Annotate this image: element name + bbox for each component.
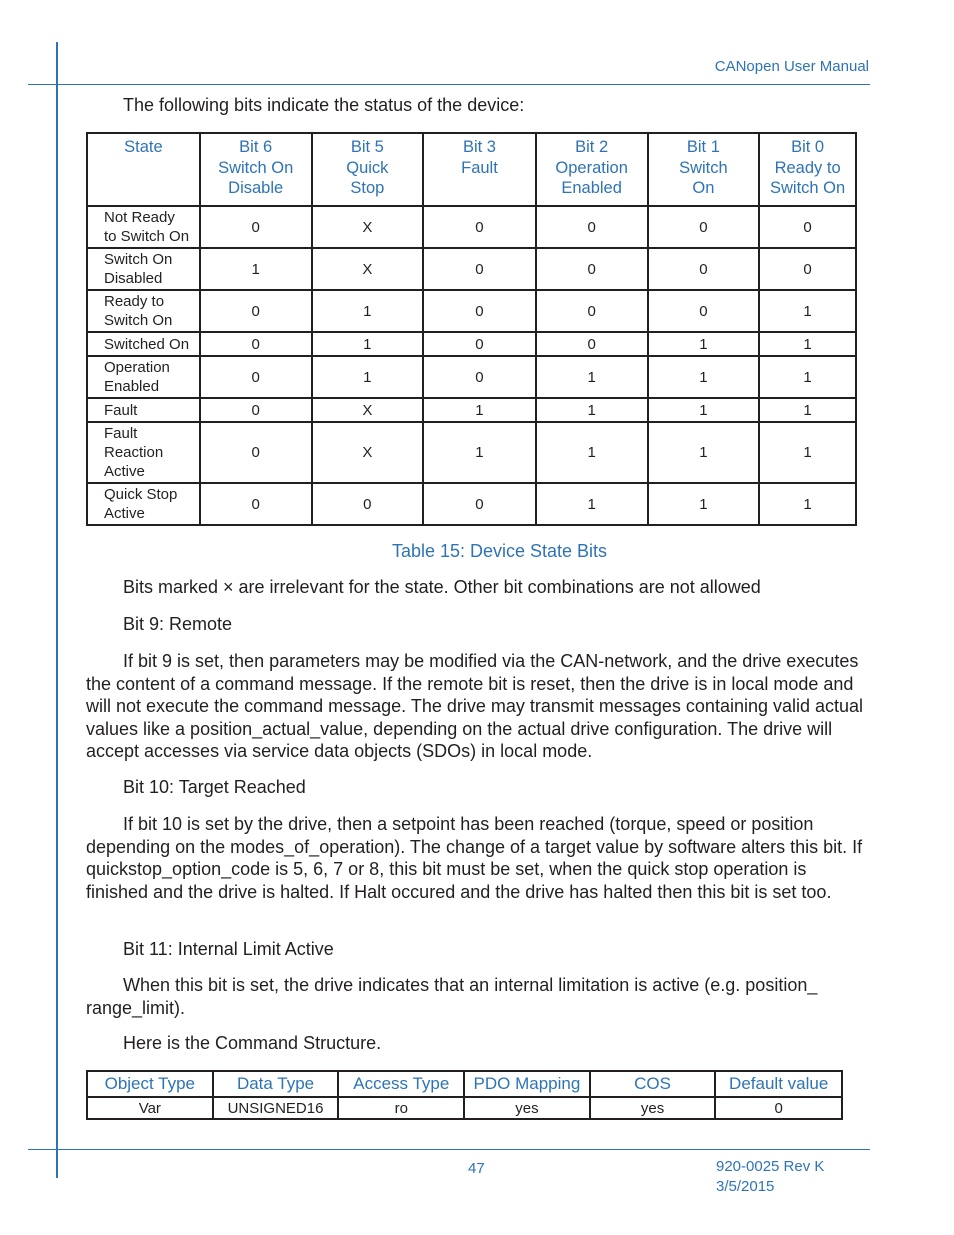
bit-value: X — [312, 248, 424, 290]
irrelevant-bits-note: Bits marked × are irrelevant for the state. Other bit combinations are not allowed — [123, 577, 761, 597]
bit-value: 1 — [423, 422, 536, 483]
bit-value: 1 — [648, 422, 760, 483]
state-name: Fault — [87, 398, 200, 422]
table-row — [87, 483, 856, 525]
bit-value: 0 — [536, 248, 648, 290]
header-bit6: Bit 6 Switch On Disable — [200, 133, 312, 206]
bit-value: 1 — [648, 483, 760, 525]
bit-value: 1 — [536, 356, 648, 398]
state-name: Fault Reaction Active — [87, 422, 200, 483]
bit9-text: If bit 9 is set, then parameters may be modified via the CAN-network, and the drive executes the content of a command message. If the remote bit is reset, then the drive is in local mode and will not execute the command message. The drive may transmit messages containing valid actual values like a position_actual_value, depending on the actual drive configuration. The drive will accept accesses via service data objects (SDOs) in local mode. — [86, 651, 864, 761]
header-object-type: Object Type — [87, 1071, 213, 1097]
object-type-value: Var — [87, 1097, 213, 1119]
bit-value: 0 — [423, 290, 536, 332]
bit-value: 0 — [312, 483, 424, 525]
bit-value: 0 — [423, 356, 536, 398]
table-header-row — [87, 1071, 842, 1097]
document-reference — [716, 1157, 824, 1197]
header-access-type: Access Type — [338, 1071, 464, 1097]
bit-value: 1 — [648, 332, 760, 356]
bit-value: 1 — [536, 398, 648, 422]
page-number: 47 — [468, 1160, 485, 1177]
bit-value: 1 — [759, 356, 856, 398]
bit-value: 0 — [536, 332, 648, 356]
bit-value: X — [312, 398, 424, 422]
cos-value: yes — [590, 1097, 716, 1119]
table-caption: Table 15: Device State Bits — [391, 541, 608, 561]
command-intro: Here is the Command Structure. — [123, 1033, 382, 1053]
bit-value: 1 — [648, 356, 760, 398]
bit-value: 0 — [648, 206, 760, 248]
bit-value: 0 — [648, 248, 760, 290]
access-type-value: ro — [338, 1097, 464, 1119]
header-default-value: Default value — [715, 1071, 842, 1097]
bit10-text: If bit 10 is set by the drive, then a setpoint has been reached (torque, speed or position depending on the modes_of_operation). The change of a target value by software alters this bit. If quickstop_option_code is 5, 6, 7 or 8, this bit must be set, when the quick stop operation is finished and the drive is halted. If Halt occured and the drive has halted then this bit is set too. — [86, 814, 863, 902]
bit-value: 1 — [312, 356, 424, 398]
bit-value: 0 — [759, 206, 856, 248]
bit-value: 0 — [423, 332, 536, 356]
bit11-text: When this bit is set, the drive indicates that an internal limitation is active (e.g. position_ range_limit). — [86, 975, 818, 1018]
header-bit2: Bit 2 Operation Enabled — [536, 133, 648, 206]
table-row — [87, 332, 856, 356]
bit-value: 1 — [536, 422, 648, 483]
state-name: Switched On — [87, 332, 200, 356]
state-name: Not Ready to Switch On — [87, 206, 200, 248]
bit-value: 0 — [200, 483, 312, 525]
bit-value: 1 — [759, 332, 856, 356]
bit9-heading: Bit 9: Remote — [123, 614, 233, 634]
header-cos: COS — [590, 1071, 716, 1097]
device-state-table — [86, 132, 857, 526]
header-bit3: Bit 3 Fault — [423, 133, 536, 206]
table-row — [87, 290, 856, 332]
header-state: State — [87, 133, 200, 206]
bit-value: 1 — [759, 290, 856, 332]
bit-value: 1 — [759, 483, 856, 525]
bit-value: 1 — [648, 398, 760, 422]
bit-value: 0 — [200, 332, 312, 356]
bit-value: 1 — [200, 248, 312, 290]
bit10-heading: Bit 10: Target Reached — [123, 777, 306, 797]
bit-value: 1 — [312, 332, 424, 356]
table-row — [87, 206, 856, 248]
command-structure-table — [86, 1070, 843, 1120]
bit-value: 0 — [200, 422, 312, 483]
doc-date: 3/5/2015 — [716, 1178, 775, 1195]
bit-value: 0 — [200, 356, 312, 398]
bit-value: 1 — [312, 290, 424, 332]
table-header-row — [87, 133, 856, 206]
bit-value: 0 — [536, 290, 648, 332]
bit-value: 0 — [200, 398, 312, 422]
state-name: Quick Stop Active — [87, 483, 200, 525]
state-name: Ready to Switch On — [87, 290, 200, 332]
bit-value: 1 — [759, 398, 856, 422]
header-title: CANopen User Manual — [714, 58, 869, 75]
bit-value: 0 — [200, 206, 312, 248]
default-value: 0 — [715, 1097, 842, 1119]
table-row — [87, 1097, 842, 1119]
header-bit1: Bit 1 Switch On — [648, 133, 760, 206]
bit-value: 0 — [423, 483, 536, 525]
data-type-value: UNSIGNED16 — [213, 1097, 339, 1119]
intro-text: The following bits indicate the status of the device: — [123, 95, 525, 115]
table-row — [87, 422, 856, 483]
header-bit0: Bit 0 Ready to Switch On — [759, 133, 856, 206]
table-row — [87, 248, 856, 290]
table-row — [87, 356, 856, 398]
bit-value: 0 — [759, 248, 856, 290]
bit-value: 0 — [423, 248, 536, 290]
bit-value: 0 — [200, 290, 312, 332]
bit-value: 1 — [423, 398, 536, 422]
bit-value: X — [312, 206, 424, 248]
bit-value: 0 — [536, 206, 648, 248]
doc-number: 920-0025 Rev K — [716, 1158, 825, 1175]
bit-value: X — [312, 422, 424, 483]
bit11-heading: Bit 11: Internal Limit Active — [123, 939, 334, 959]
bit-value: 0 — [423, 206, 536, 248]
bit-value: 1 — [536, 483, 648, 525]
header-pdo-mapping: PDO Mapping — [464, 1071, 590, 1097]
left-margin-rule — [56, 42, 58, 1178]
pdo-mapping-value: yes — [464, 1097, 590, 1119]
header-rule — [28, 84, 870, 85]
bit-value: 0 — [648, 290, 760, 332]
table-row — [87, 398, 856, 422]
state-name: Operation Enabled — [87, 356, 200, 398]
header-data-type: Data Type — [213, 1071, 339, 1097]
footer-rule — [28, 1149, 870, 1150]
header-bit5: Bit 5 Quick Stop — [312, 133, 424, 206]
bit-value: 1 — [759, 422, 856, 483]
state-name: Switch On Disabled — [87, 248, 200, 290]
